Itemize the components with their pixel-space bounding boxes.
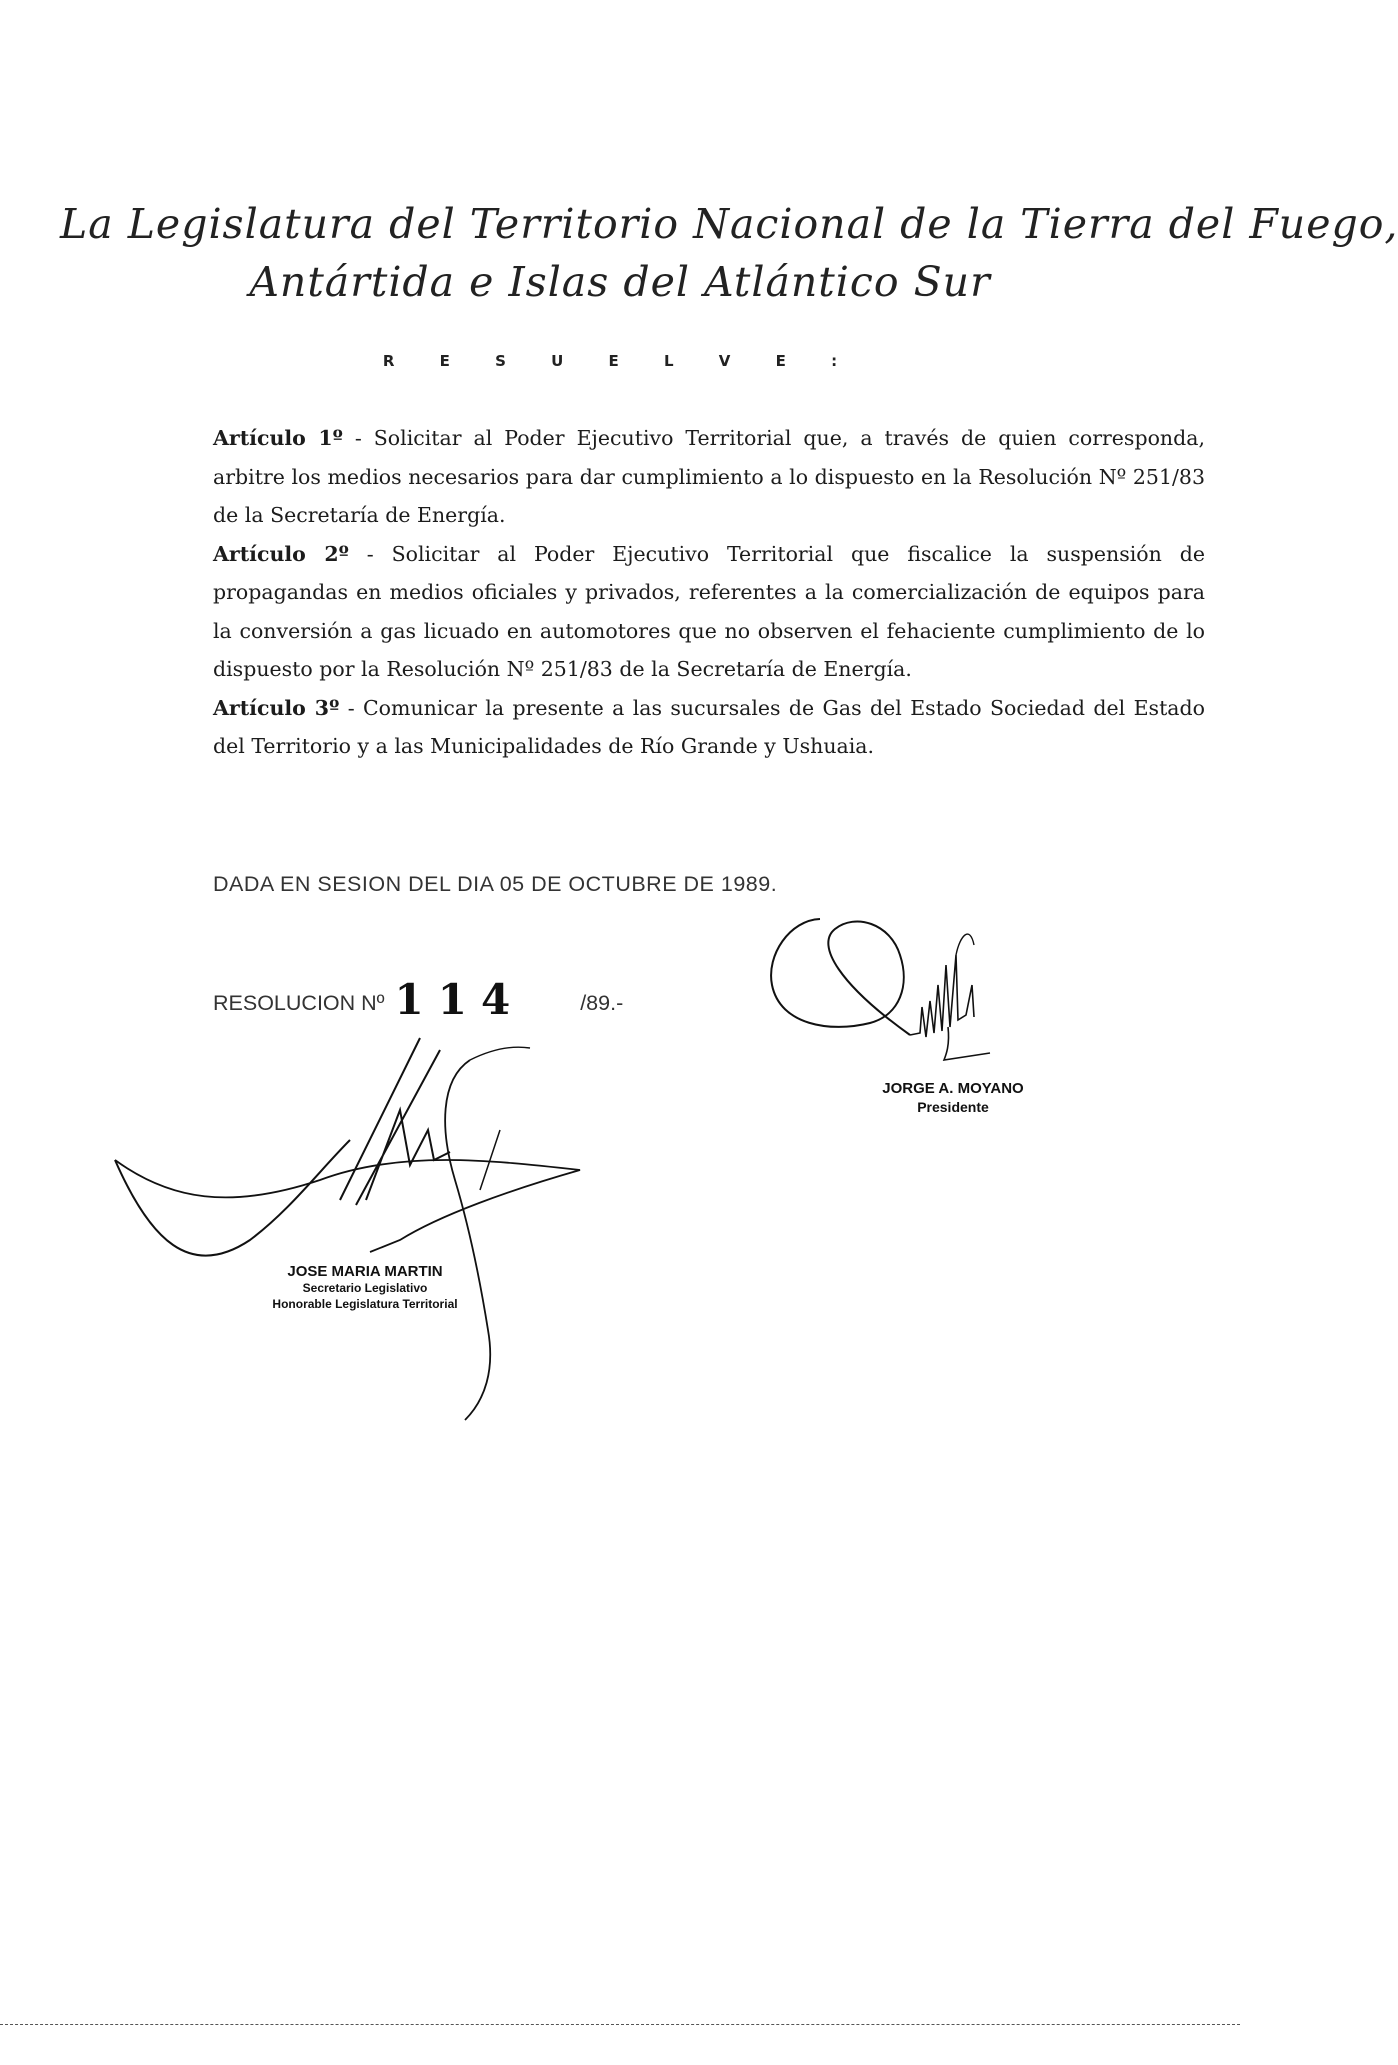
signer-martin [245, 1263, 485, 1312]
article-1 [213, 419, 1205, 535]
signer-martin-name: JOSE MARIA MARTIN [287, 1263, 443, 1280]
article-3-text: - Comunicar la presente a las sucursales de Gas del Estado Sociedad del Estado del Territorio y a las Municipalidades de Río Grande y Ushuaia. [213, 695, 1205, 758]
resuelve-heading: R E S U E L V E : [382, 352, 858, 370]
signer-martin-role: Secretario Legislativo [302, 1281, 428, 1295]
resolution-number: 114 [394, 975, 525, 1024]
article-2-text: - Solicitar al Poder Ejecutivo Territorial que fiscalice la suspensión de propagandas en medios oficiales y privados, referentes a la comercialización de equipos para la conversión a gas licuado en automotores que no observen el fehaciente cumplimiento de lo dispuesto por la Resolución Nº 251/83 de la Secretaría de Energía. [213, 541, 1205, 681]
resolution-number-line [213, 975, 623, 1024]
signer-moyano-name: JORGE A. MOYANO [882, 1080, 1024, 1097]
article-1-label: Artículo 1º [213, 426, 343, 450]
signer-martin-institution: Honorable Legislatura Territorial [272, 1297, 458, 1311]
letterhead-line-2: Antártida e Islas del Atlántico Sur [249, 258, 991, 306]
article-3-label: Artículo 3º [213, 695, 340, 720]
session-date: DADA EN SESION DEL DIA 05 DE OCTUBRE DE 1989. [213, 872, 778, 896]
article-1-text: - Solicitar al Poder Ejecutivo Territorial que, a través de quien corresponda, arbitre los medios necesarios para dar cumplimiento a lo dispuesto en la Resolución Nº 251/83 de la Secretaría de Energía. [213, 426, 1205, 527]
article-2 [213, 535, 1205, 689]
bottom-scan-rule [0, 2024, 1240, 2025]
article-2-label: Artículo 2º [213, 541, 349, 566]
signature-moyano [760, 915, 1040, 1085]
letterhead-line-1: La Legislatura del Territorio Nacional de la Tierra del Fuego, [60, 200, 1398, 248]
resolution-label: RESOLUCION Nº [213, 991, 385, 1015]
articles-body [213, 419, 1205, 766]
signer-moyano-role: Presidente [917, 1099, 989, 1115]
signer-moyano [868, 1080, 1038, 1115]
article-3 [213, 689, 1205, 766]
letterhead [60, 200, 1398, 306]
resolution-year-suffix: /89.- [580, 991, 624, 1015]
signature-martin [110, 1040, 620, 1440]
